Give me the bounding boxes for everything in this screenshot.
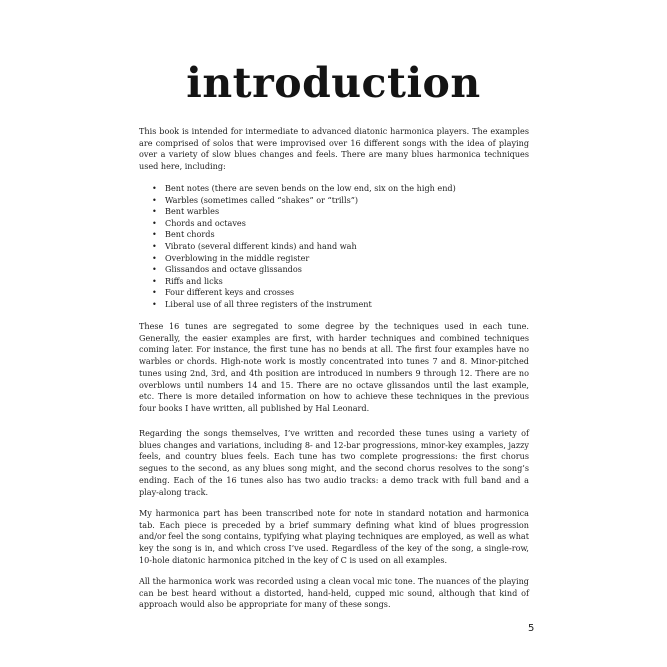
list-item: • Vibrato (several different kinds) and hand wah [152,241,512,253]
list-item: • Liberal use of all three registers of the instrument [152,299,512,311]
tunes-paragraph [139,321,529,415]
list-item: • Riffs and licks [152,276,512,288]
list-item: • Warbles (sometimes called “shakes” or “trills”) [152,195,512,207]
list-item: • Four different keys and crosses [152,287,512,299]
list-item: • Bent notes (there are seven bends on the low end, six on the high end) [152,183,512,195]
list-item: • Bent warbles [152,206,512,218]
paragraph-text: My harmonica part has been transcribed note for note in standard notation and harmonica tab. Each piece is preceded by a brief summary defining what kind of blues progression and/or feel the song contains, typifying what playing techniques are employed, as well as what key the song is in, and which cross I’ve used. Regardless of the key of the song, a single-row, 10-hole diatonic harmonica pitched in the key of C is used on all examples. [139,508,529,565]
list-item: • Glissandos and octave glissandos [152,264,512,276]
page-number: 5 [528,623,535,634]
recording-paragraph [139,576,529,611]
paragraph-text: This book is intended for intermediate to advanced diatonic harmonica players. The examples are comprised of solos that were improvised over 16 different songs with the idea of playing over a variety of slow blues changes and feels. There are many blues harmonica techniques used here, including: [139,126,529,172]
intro-paragraph [139,126,529,173]
transcription-paragraph [139,508,529,567]
list-item: • Bent chords [152,229,512,241]
paragraph-text: These 16 tunes are segregated to some degree by the techniques used in each tune. Generally, the easier examples are first, with harder techniques and combined techniques coming later. For instance, the first tune has no bends at all. The first four examples have no warbles or chords. High-note work is mostly concentrated into tunes 7 and 8. Minor-pitched tunes using 2nd, 3rd, and 4th position are introduced in numbers 9 through 12. There are no overblows until numbers 14 and 15. There are no octave glissandos until the last example, etc. There is more detailed information on how to achieve these techniques in the previous four books I have written, all published by Hal Leonard. [139,321,529,413]
paragraph-text: All the harmonica work was recorded using a clean vocal mic tone. The nuances of the playing can be best heard without a distorted, hand-held, cupped mic sound, although that kind of approach would also be appropriate for many of these songs. [139,576,529,610]
list-item: • Chords and octaves [152,218,512,230]
paragraph-text: Regarding the songs themselves, I’ve written and recorded these tunes using a variety of blues changes and variations, including 8- and 12-bar progressions, minor-key examples, jazzy feels, and country blues feels. Each tune has two complete progressions: the first chorus segues to the second, as any blues song might, and the second chorus resolves to the song’s ending. Each of the 16 tunes also has two audio tracks: a demo track with full band and a play-along track. [139,428,529,497]
list-item: • Overblowing in the middle register [152,253,512,265]
page-title: introduction [186,59,481,107]
songs-paragraph [139,428,529,498]
techniques-list [152,183,512,311]
